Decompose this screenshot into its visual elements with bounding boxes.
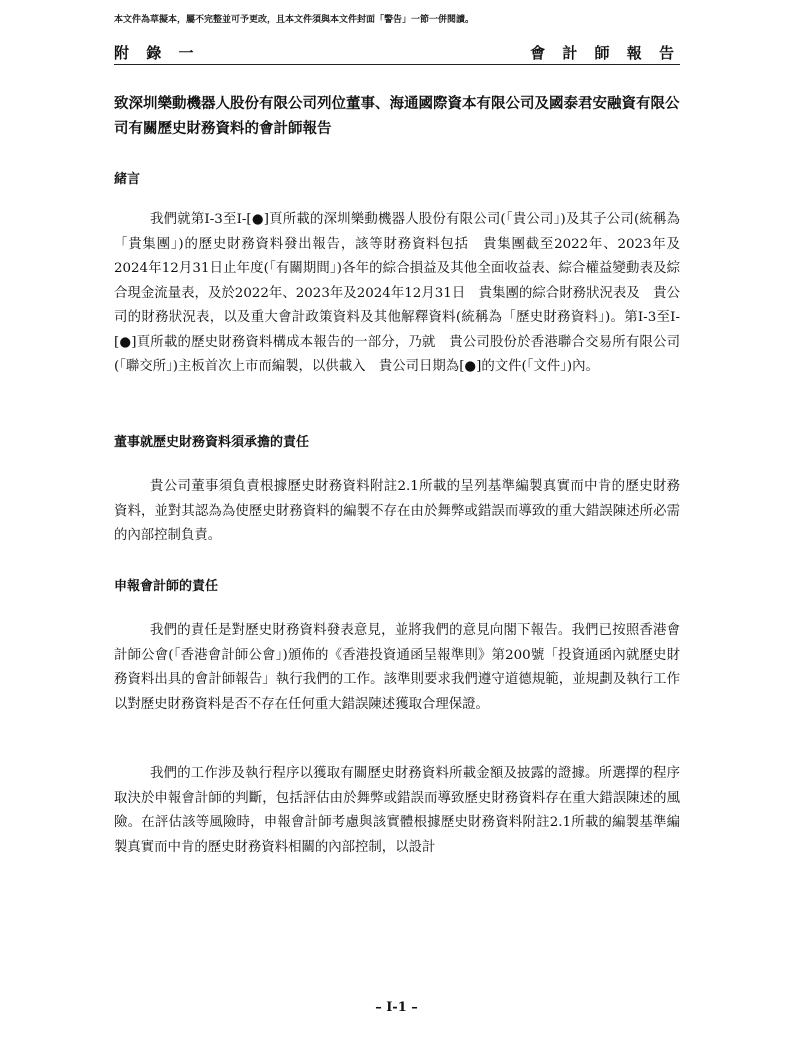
section-heading-accountants-responsibility: 申報會計師的責任 bbox=[114, 579, 219, 594]
section-label: 會 計 師 報 告 bbox=[530, 44, 680, 62]
introduction-paragraph: 我們就第I-3至I-[●]頁所載的深圳樂動機器人股份有限公司(「貴公司」)及其子公司(統稱為「貴集團」)的歷史財務資料發出報告，該等財務資料包括 貴集團截至2022年、2023年及2024年12月31日止年度(「有關期間」)各年的綜合損益及其他全面收益表、綜合權益變動表及綜合現金流量表，及於2022年、2023年及2024年12月31日 貴集團的綜合財務狀況表及 貴公司的財務狀況表，以及重大會計政策資料及其他解釋資料(統稱為「歷史財務資料」)。第I-3至I-[●]頁所載的歷史財務資料構成本報告的一部分，乃就 貴公司股份於香港聯合交易所有限公司(「聯交所」)主板首次上市而編製，以供載入 貴公司日期為[●]的文件(「文件」)內。 bbox=[114, 212, 680, 374]
page-header bbox=[114, 40, 680, 65]
page-number: – I-1 – bbox=[375, 1000, 418, 1015]
appendix-label: 附 錄 一 bbox=[114, 44, 200, 62]
section-heading-introduction: 緒言 bbox=[114, 172, 141, 187]
draft-warning-notice: 本文件為草擬本，屬不完整並可予更改，且本文件須與本文件封面「警告」一節一併閱讀。 bbox=[114, 15, 475, 25]
directors-responsibility-paragraph: 貴公司董事須負責根據歷史財務資料附註2.1所載的呈列基準編製真實而中肯的歷史財務資料，並對其認為為使歷史財務資料的編製不存在由於舞弊或錯誤而導致的重大錯誤陳述所必需的內部控制負責。 bbox=[114, 479, 680, 543]
accountants-responsibility-paragraph-2: 我們的工作涉及執行程序以獲取有關歷史財務資料所載金額及披露的證據。所選擇的程序取決於申報會計師的判斷，包括評估由於舞弊或錯誤而導致歷史財務資料存在重大錯誤陳述的風險。在評估該等風險時，申報會計師考慮與該實體根據歷史財務資料附註2.1所載的編製基準編製真實而中肯的歷史財務資料相關的內部控制，以設計 bbox=[114, 766, 680, 855]
report-title: 致深圳樂動機器人股份有限公司列位董事、海通國際資本有限公司及國泰君安融資有限公司有關歷史財務資料的會計師報告 bbox=[114, 96, 680, 137]
section-heading-directors-responsibility: 董事就歷史財務資料須承擔的責任 bbox=[114, 435, 310, 450]
accountants-responsibility-paragraph-1: 我們的責任是對歷史財務資料發表意見，並將我們的意見向閣下報告。我們已按照香港會計師公會(「香港會計師公會」)頒佈的《香港投資通函呈報準則》第200號「投資通函內就歷史財務資料出具的會計師報告」執行我們的工作。該準則要求我們遵守道德規範，並規劃及執行工作以對歷史財務資料是否不存在任何重大錯誤陳述獲取合理保證。 bbox=[114, 623, 680, 712]
